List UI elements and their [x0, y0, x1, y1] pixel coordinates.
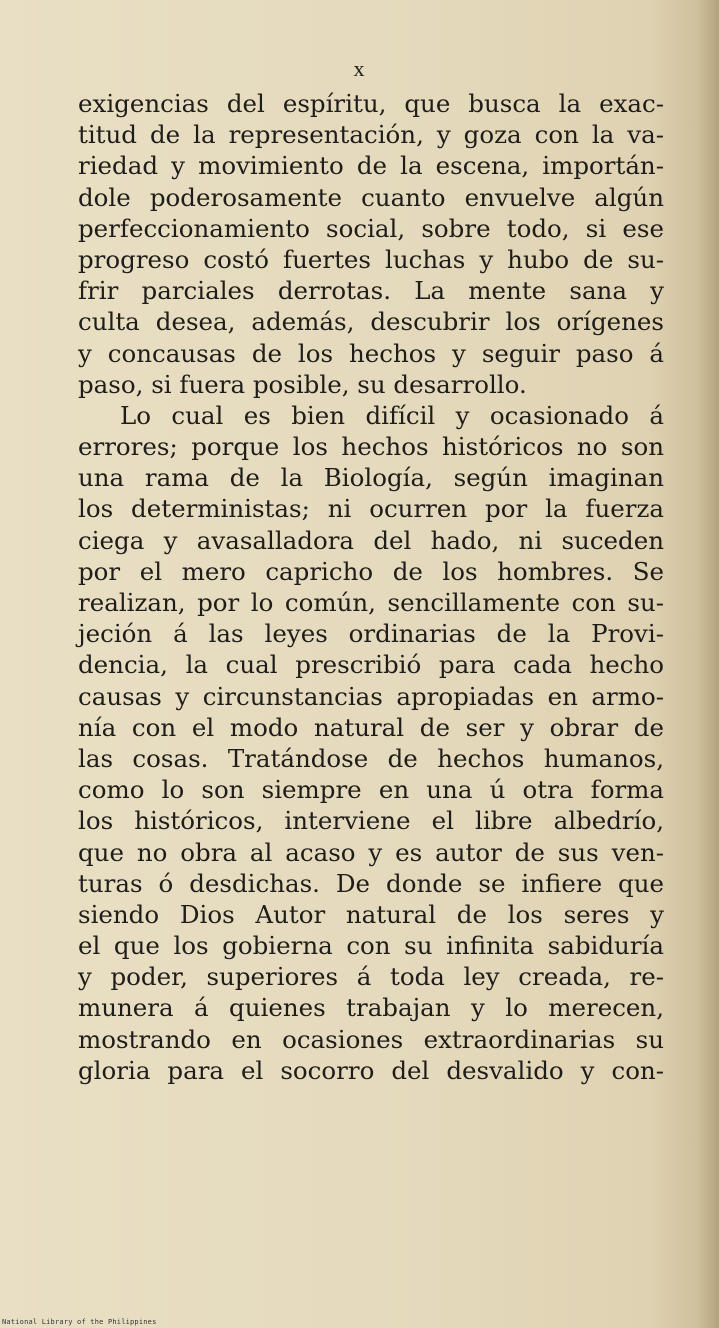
text-line: Lo cual es bien difícil y ocasionado á — [120, 400, 664, 430]
page-edge-shadow — [697, 0, 719, 1328]
text-line: como lo son siempre en una ú otra forma — [78, 775, 664, 805]
text-line: mostrando en ocasiones extraordinarias su — [78, 1024, 664, 1054]
text-line: los deterministas; ni ocurren por la fuerza — [78, 494, 664, 524]
text-line: y poder, superiores á toda ley creada, re- — [78, 962, 664, 992]
text-line: por el mero capricho de los hombres. Se — [78, 556, 664, 586]
library-footer: National Library of the Philippines — [2, 1318, 157, 1326]
text-line: que no obra al acaso y es autor de sus ven- — [78, 837, 664, 867]
text-line: paso, si fuera posible, su desarrollo. — [78, 369, 527, 399]
text-line: turas ó desdichas. De donde se infiere que — [78, 868, 664, 898]
text-line: y concausas de los hechos y seguir paso á — [78, 338, 664, 368]
text-line: nía con el modo natural de ser y obrar de — [78, 712, 664, 742]
text-line: dole poderosamente cuanto envuelve algún — [78, 182, 664, 212]
text-line: errores; porque los hechos históricos no son — [78, 432, 664, 462]
text-line: una rama de la Biología, según imaginan — [78, 463, 664, 493]
text-line: frir parciales derrotas. La mente sana y — [78, 276, 664, 306]
text-line: ciega y avasalladora del hado, ni suceden — [78, 525, 664, 555]
text-line: los históricos, interviene el libre albedrío, — [78, 806, 664, 836]
text-line: culta desea, además, descubrir los orígenes — [78, 307, 664, 337]
text-line: siendo Dios Autor natural de los seres y — [78, 899, 664, 929]
text-line: el que los gobierna con su infinita sabiduría — [78, 931, 664, 961]
text-line: riedad y movimiento de la escena, importán- — [78, 151, 664, 181]
text-line: realizan, por lo común, sencillamente con su- — [78, 588, 664, 617]
text-line: las cosas. Tratándose de hechos humanos, — [78, 743, 664, 773]
page-number: x — [353, 56, 366, 81]
text-line: progreso costó fuertes luchas y hubo de su- — [78, 244, 664, 274]
text-line: munera á quienes trabajan y lo merecen, — [78, 993, 664, 1023]
body-text — [78, 88, 664, 1086]
text-line: dencia, la cual prescribió para cada hecho — [78, 650, 664, 680]
text-line: causas y circunstancias apropiadas en armo- — [78, 681, 664, 711]
text-line: gloria para el socorro del desvalido y con- — [78, 1055, 664, 1085]
text-line: jeción á las leyes ordinarias de la Provi- — [78, 619, 664, 649]
text-line: titud de la representación, y goza con la va- — [78, 120, 664, 150]
text-line: exigencias del espíritu, que busca la exac- — [78, 89, 664, 118]
text-line: perfeccionamiento social, sobre todo, si ese — [78, 213, 664, 243]
